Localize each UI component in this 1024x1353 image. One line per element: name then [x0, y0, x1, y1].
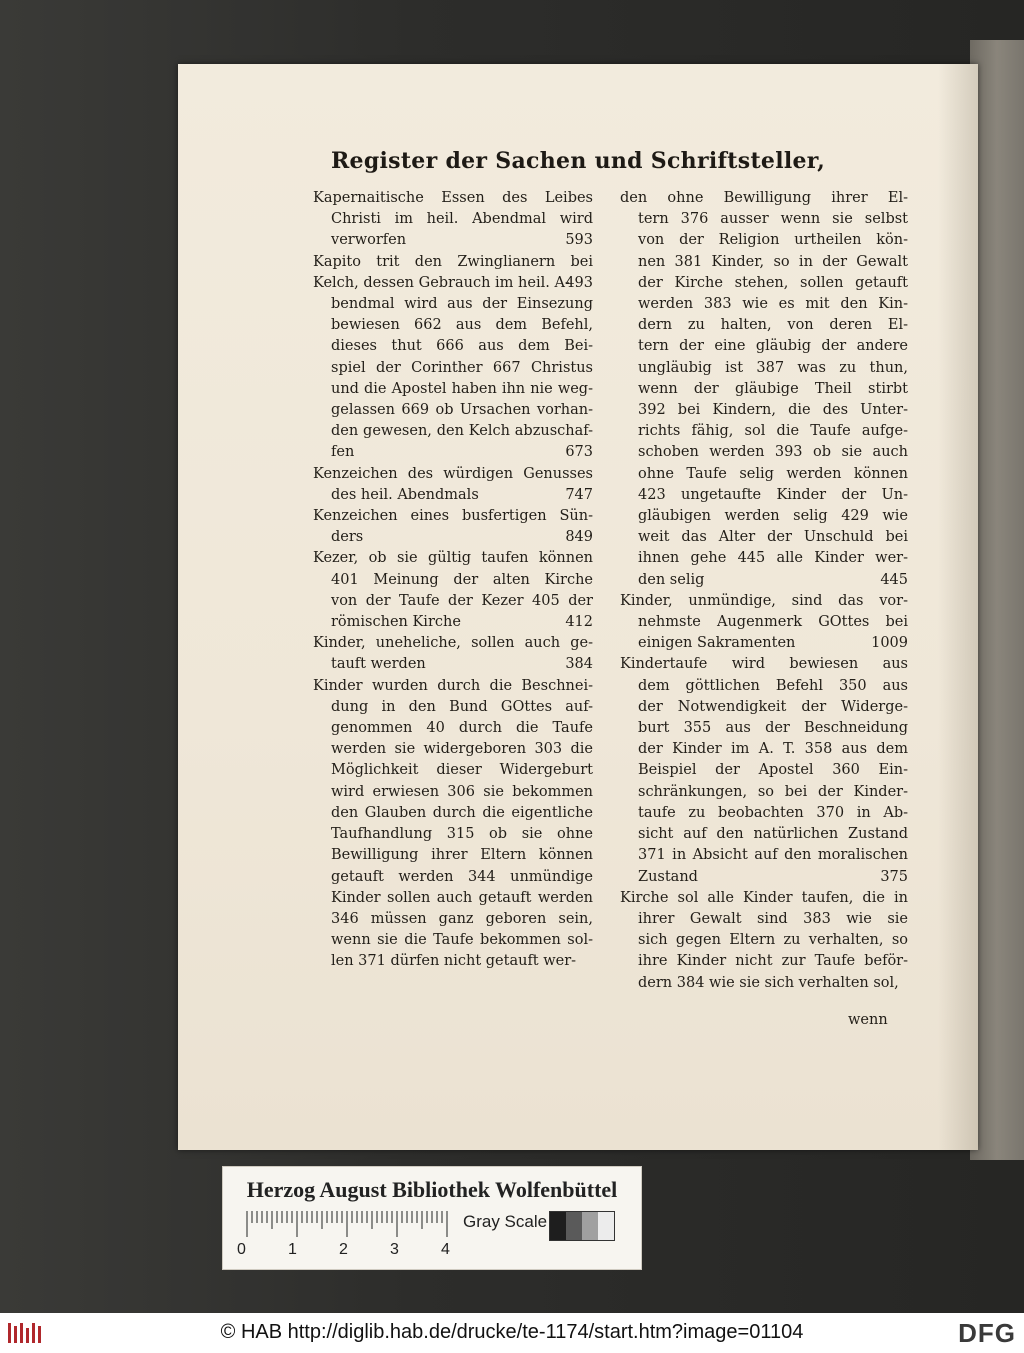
entry-line: getauft werden 344 unmündige — [331, 868, 593, 885]
entry-line: ders 849 — [313, 527, 593, 548]
entry-line: Kinder, unmündige, sind das vor- — [620, 592, 908, 609]
entry-line: Kenzeichen eines busfertigen Sün- — [313, 508, 593, 525]
ruler-number: 0 — [237, 1241, 246, 1258]
entry-line: bewiesen 662 aus dem Befehl, — [331, 317, 593, 334]
entry-line: den selig 445 — [620, 570, 908, 591]
entry-line: dieses thut 666 aus dem Bei- — [331, 338, 593, 355]
ruler-scale — [243, 1211, 453, 1239]
entry-line: ihrer Gewalt sind 383 wie sie — [638, 910, 908, 927]
entry-line: genommen 40 durch die Taufe — [331, 720, 593, 737]
entry-line: Beispiel der Apostel 360 Ein- — [638, 762, 908, 779]
entry-line: dung in den Bund GOttes auf- — [331, 698, 593, 715]
index-entry — [313, 273, 593, 464]
entry-line: wenn sie die Taufe bekommen sol- — [331, 932, 593, 949]
page-header: Register der Sachen und Schriftsteller, — [330, 148, 826, 174]
gray-step — [598, 1212, 614, 1240]
page-reference: 445 — [880, 571, 908, 588]
entry-line: der Kinder im A. T. 358 aus dem — [638, 741, 908, 758]
entry-line: Kirche sol alle Kinder taufen, die in — [620, 889, 908, 906]
entry-line: den Glauben durch die eigentliche — [331, 804, 593, 821]
index-entry — [620, 654, 908, 887]
entry-line: spiel der Corinther 667 Christus — [331, 359, 593, 376]
entry-line: ungläubig ist 387 was zu thun, — [638, 359, 908, 376]
entry-line: des heil. Abendmals 747 — [313, 485, 593, 506]
gray-step — [550, 1212, 566, 1240]
library-name: Herzog August Bibliothek Wolfenbüttel — [246, 1177, 618, 1202]
index-entry — [313, 464, 593, 506]
entry-line: Kinder sollen auch getauft werden — [331, 889, 593, 906]
entry-line: schoben werden 393 ob sie auch — [638, 444, 908, 461]
entry-line: 371 in Absicht auf den moralischen — [638, 847, 908, 864]
entry-line: werden sie widergeboren 303 die — [331, 741, 593, 758]
page-reference: 747 — [565, 486, 593, 503]
entry-line: Zustand 375 — [620, 867, 908, 888]
ruler-number: 3 — [390, 1241, 399, 1258]
entry-line: tern der eine gläubig der andere — [638, 338, 908, 355]
entry-line: der Notwendigkeit der Widerge- — [638, 698, 908, 715]
page-reference: 493 — [565, 274, 593, 291]
entry-line: Möglichkeit dieser Widergeburt — [331, 762, 593, 779]
page-reference: 849 — [565, 529, 593, 546]
ruler-number: 2 — [339, 1241, 348, 1258]
entry-line: werden 383 wie es mit den Kin- — [638, 296, 908, 313]
entry-line: von der Taufe der Kezer 405 der — [331, 592, 593, 609]
entry-line: Kapito trit den Zwinglianern bei — [313, 253, 593, 270]
entry-line: Taufhandlung 315 ob sie ohne — [331, 826, 593, 843]
entry-line: von der Religion urtheilen kön- — [638, 232, 908, 249]
entry-line: Kinder wurden durch die Beschnei- — [313, 677, 593, 694]
entry-line: und die Apostel haben ihn nie weg- — [331, 380, 593, 397]
index-entry — [313, 506, 593, 548]
entry-line: burt 355 aus der Beschneidung — [638, 720, 908, 737]
entry-line: 392 bei Kindern, die des Unter- — [638, 402, 908, 419]
index-entry — [620, 888, 908, 994]
entry-line: verworfen 593 — [313, 230, 593, 251]
entry-line: Kelch, dessen Gebrauch im heil. A- — [313, 274, 570, 291]
entry-line: 423 ungetaufte Kinder der Un- — [638, 486, 908, 503]
entry-line: nehmste Augenmerk GOttes bei — [638, 614, 908, 631]
index-entry — [313, 188, 593, 252]
page-reference: 412 — [565, 614, 593, 631]
entry-line: dern zu halten, von deren El- — [638, 317, 908, 334]
gray-scale-bar — [549, 1211, 615, 1241]
entry-line: weit das Alter der Unschuld bei — [638, 529, 908, 546]
entry-line: len 371 dürfen nicht getauft wer- — [331, 953, 577, 970]
index-entry — [313, 633, 593, 675]
entry-line: tauft werden 384 — [313, 654, 593, 675]
entry-line: gläubigen werden selig 429 wie — [638, 508, 908, 525]
gray-step — [582, 1212, 598, 1240]
entry-line: wird erwiesen 306 sie bekommen — [331, 783, 593, 800]
entry-line: den gewesen, den Kelch abzuschaf- — [331, 423, 593, 440]
viewer-footer — [0, 1313, 1024, 1353]
catchword: wenn — [848, 1012, 888, 1028]
entry-line: fen 673 — [313, 442, 593, 463]
entry-line: gelassen 669 ob Ursachen vorhan- — [331, 402, 593, 419]
entry-line: taufe zu beobachten 370 in Ab- — [638, 804, 908, 821]
entry-line: Kapernaitische Essen des Leibes — [313, 190, 593, 206]
entry-line: dem göttlichen Befehl 350 aus — [638, 677, 908, 694]
entry-line: Bewilligung ihrer Eltern können — [331, 847, 593, 864]
facing-page-edge — [970, 40, 1024, 1160]
entry-line: ihnen gehe 445 alle Kinder wer- — [638, 550, 908, 567]
index-entry — [313, 548, 593, 633]
entry-line: römischen Kirche 412 — [313, 612, 593, 633]
page-reference: 593 — [565, 232, 593, 249]
index-entry — [620, 188, 908, 591]
entry-line: sich gegen Eltern zu verhalten, so — [638, 932, 908, 949]
library-label-card — [222, 1166, 642, 1270]
book-page — [178, 64, 978, 1150]
entry-line: ihre Kinder nicht zur Taufe beför- — [638, 953, 908, 970]
entry-line: 346 müssen ganz geboren sein, — [331, 910, 593, 927]
page-reference: 673 — [565, 444, 593, 461]
ruler-number: 4 — [441, 1241, 450, 1258]
entry-line: Kenzeichen des würdigen Genusses — [313, 465, 593, 482]
page-reference: 375 — [880, 868, 908, 885]
gray-scale-label: Gray Scale — [463, 1212, 548, 1231]
entry-line: wenn der gläubige Theil stirbt — [638, 380, 908, 397]
entry-line: Kezer, ob sie gültig taufen können — [313, 550, 593, 567]
left-column — [313, 188, 593, 973]
entry-line: Christi im heil. Abendmal wird — [331, 211, 593, 228]
copyright-url[interactable]: © HAB http://diglib.hab.de/drucke/te-1174/start.htm?image=01104 — [220, 1321, 804, 1343]
page-reference: 1009 — [871, 635, 908, 652]
entry-line: schränkungen, so bei der Kinder- — [638, 783, 908, 800]
entry-line: sicht auf den natürlichen Zustand — [638, 826, 908, 843]
entry-line: tern 376 ausser wenn sie selbst — [638, 211, 908, 228]
index-entry — [313, 676, 593, 973]
entry-line: richts fähig, sol die Taufe aufge- — [638, 423, 908, 440]
entry-line: dern 384 wie sie sich verhalten sol, — [638, 974, 899, 991]
entry-line: ohne Taufe selig werden können — [638, 465, 908, 482]
index-entry — [620, 591, 908, 655]
entry-line: bendmal wird aus der Einsezung — [331, 296, 593, 313]
entry-line: den ohne Bewilligung ihrer El- — [620, 190, 908, 206]
dfg-logo: DFG — [958, 1318, 1016, 1348]
entry-line: der Kirche stehen, sollen getauft — [638, 274, 908, 291]
ruler-number: 1 — [288, 1241, 297, 1258]
right-column — [620, 188, 908, 994]
page-reference: 384 — [565, 656, 593, 673]
gray-step — [566, 1212, 582, 1240]
entry-line: Kinder, uneheliche, sollen auch ge- — [313, 635, 593, 652]
page-gutter-shadow — [938, 64, 978, 1150]
entry-line: einigen Sakramenten 1009 — [620, 633, 908, 654]
entry-line: Kindertaufe wird bewiesen aus — [620, 656, 908, 673]
entry-line: 401 Meinung der alten Kirche — [331, 571, 593, 588]
entry-line: nen 381 Kinder, so in der Gewalt — [638, 253, 908, 270]
